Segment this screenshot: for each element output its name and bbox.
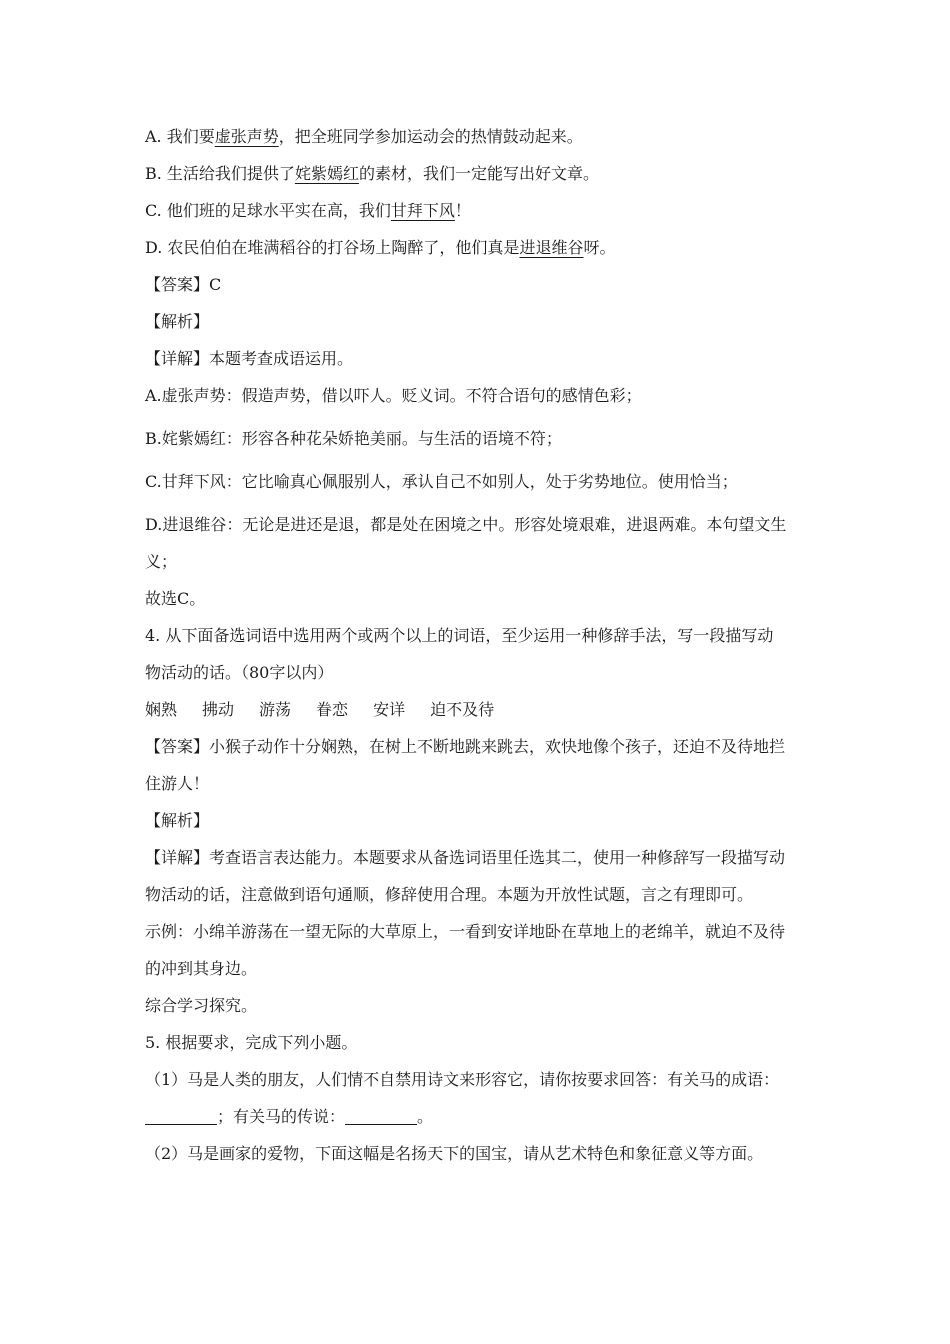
q5-sub1-mid-text: ；有关马的传说： xyxy=(217,1107,346,1126)
q4-detail-line1: 【详解】考查语言表达能力。本题要求从备选词语里任选其二，使用一种修辞写一段描写动 xyxy=(145,848,786,867)
q3-choose: 故选C。 xyxy=(145,589,206,608)
option-b-text: B. 生活给我们提供了 xyxy=(145,164,295,183)
option-d-text-end: 呀。 xyxy=(583,238,616,257)
q5-sub1-end-text: 。 xyxy=(417,1107,434,1126)
q4-example-line1: 示例：小绵羊游荡在一望无际的大草原上，一看到安详地卧在草地上的老绵羊，就迫不及待 xyxy=(145,922,786,941)
option-a-idiom: 虚张声势 xyxy=(214,127,279,146)
q5-sub1-line1: （1）马是人类的朋友，人们情不自禁用诗文来形容它，请你按要求回答：有关马的成语： xyxy=(145,1070,780,1089)
q4-word-bank xyxy=(145,691,815,728)
option-a-text: A. 我们要 xyxy=(145,127,215,146)
q4-stem-line1: 4. 从下面备选词语中选用两个或两个以上的词语，至少运用一种修辞手法，写一段描写动 xyxy=(145,626,774,645)
q3-explain-b: B.姹紫嫣红：形容各种花朵娇艳美丽。与生活的语境不符； xyxy=(145,429,562,448)
q4-answer-line1: 【答案】小猴子动作十分娴熟，在树上不断地跳来跳去，欢快地像个孩子，还迫不及待地拦 xyxy=(145,737,786,756)
word-item: 娴熟 xyxy=(145,700,178,719)
q4-stem-line2: 物活动的话。（80字以内） xyxy=(145,663,334,682)
word-item: 拂动 xyxy=(202,700,235,719)
document-page xyxy=(145,118,815,1172)
word-item: 眷恋 xyxy=(316,700,349,719)
option-a-text-end: ，把全班同学参加运动会的热情鼓动起来。 xyxy=(278,127,583,146)
q4-analysis-heading: 【解析】 xyxy=(145,811,210,830)
q3-analysis-heading: 【解析】 xyxy=(145,312,210,331)
q3-explain-c: C.甘拜下风：它比喻真心佩服别人，承认自己不如别人，处于劣势地位。使用恰当； xyxy=(145,472,738,491)
q3-detail: 【详解】本题考查成语运用。 xyxy=(145,349,354,368)
word-item: 游荡 xyxy=(259,700,292,719)
answer-blank-legend[interactable] xyxy=(345,1106,417,1125)
section-heading: 综合学习探究。 xyxy=(145,996,258,1015)
q5-stem: 5. 根据要求，完成下列小题。 xyxy=(145,1033,358,1052)
q5-sub2: （2）马是画家的爱物，下面这幅是名扬天下的国宝，请从艺术特色和象征意义等方面。 xyxy=(145,1144,764,1163)
option-a xyxy=(145,118,815,155)
q4-detail-line2: 物活动的话，注意做到语句通顺，修辞使用合理。本题为开放性试题，言之有理即可。 xyxy=(145,885,754,904)
q3-explain-d-line2: 义； xyxy=(145,552,178,571)
q3-explain-a: A.虚张声势：假造声势，借以吓人。贬义词。不符合语句的感情色彩； xyxy=(145,386,642,405)
word-item: 迫不及待 xyxy=(430,700,495,719)
option-d-text: D. 农民伯伯在堆满稻谷的打谷场上陶醉了，他们真是 xyxy=(145,238,520,257)
option-b-text-end: 的素材，我们一定能写出好文章。 xyxy=(358,164,599,183)
option-d-idiom: 进退维谷 xyxy=(519,238,584,257)
q4-answer-line2: 住游人！ xyxy=(145,774,210,793)
answer-blank-idiom[interactable] xyxy=(145,1106,217,1125)
q4-example-line2: 的冲到其身边。 xyxy=(145,959,258,978)
option-c-idiom: 甘拜下风 xyxy=(390,201,455,220)
option-d xyxy=(145,229,815,266)
q3-explain-d-line1: D.进退维谷：无论是进还是退，都是处在困境之中。形容处境艰难，进退两难。本句望文生 xyxy=(145,515,787,534)
q3-answer: 【答案】C xyxy=(145,275,222,294)
option-c xyxy=(145,192,815,229)
word-item: 安详 xyxy=(373,700,406,719)
q5-sub1-line2 xyxy=(145,1098,815,1135)
option-c-text: C. 他们班的足球水平实在高，我们 xyxy=(145,201,391,220)
option-b-idiom: 姹紫嫣红 xyxy=(294,164,359,183)
option-c-text-end: ！ xyxy=(454,201,471,220)
option-b xyxy=(145,155,815,192)
